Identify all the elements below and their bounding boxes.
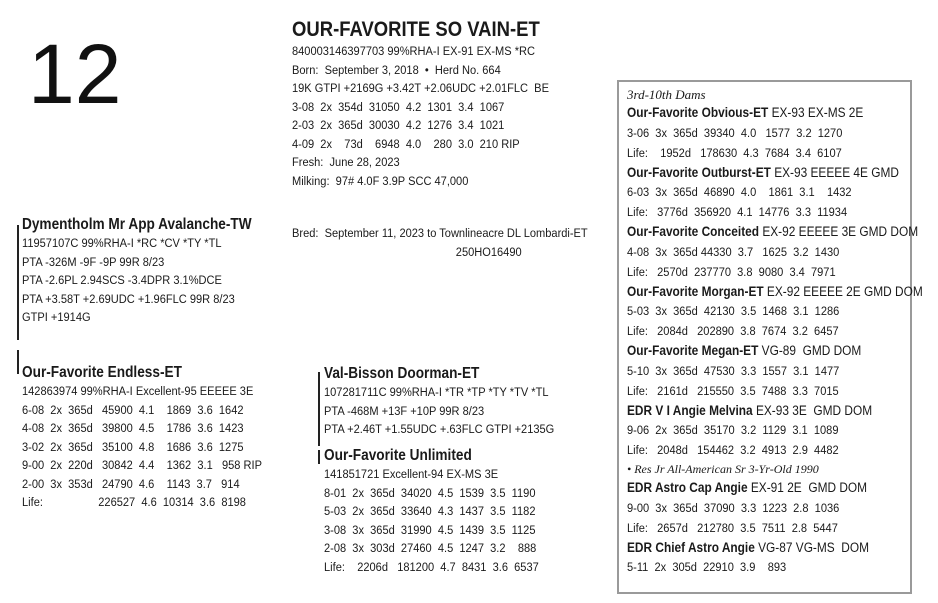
main-born: Born: September 3, 2018 • Herd No. 664 bbox=[292, 62, 501, 77]
maternal-grandsire-line: 107281711C 99%RHA-I *TR *TP *TY *TV *TL bbox=[324, 385, 549, 399]
sire-line: PTA +3.58T +2.69UDC +1.96FLC 99R 8/23 bbox=[22, 291, 235, 306]
dam-entry-class: EX-93 EX-MS 2E bbox=[768, 105, 864, 120]
dam-line: 9-00 2x 220d 30842 4.4 1362 3.1 958 RIP bbox=[22, 458, 262, 472]
dam-entry-record: 5-03 3x 365d 42130 3.5 1468 3.1 1286 bbox=[627, 304, 840, 318]
main-fresh: Fresh: June 28, 2023 bbox=[292, 155, 400, 169]
dam-entry-class: VG-87 VG-MS DOM bbox=[754, 539, 870, 555]
bred-line: Bred: September 11, 2023 to Townlineacre DL Lombardi-ET bbox=[292, 226, 588, 240]
dam-entry-class: EX-93 3E GMD DOM bbox=[752, 402, 873, 418]
dam-entry-record: 5-11 2x 305d 22910 3.9 893 bbox=[627, 560, 787, 574]
main-record: 2-03 2x 365d 30030 4.2 1276 3.4 1021 bbox=[292, 118, 505, 132]
granddam-line: Life: 2206d 181200 4.7 8431 3.6 6537 bbox=[324, 559, 539, 574]
granddam-line: 5-03 2x 365d 33640 4.3 1437 3.5 1182 bbox=[324, 504, 536, 518]
granddam-line: 3-08 3x 365d 31990 4.5 1439 3.5 1125 bbox=[324, 522, 536, 537]
maternal-grandsire-block bbox=[324, 364, 580, 439]
dam-entry-class: VG-89 GMD DOM bbox=[758, 343, 862, 358]
dam-entry-class: EX-92 EEEEE 3E GMD DOM bbox=[759, 224, 919, 239]
dam-entry-title: EDR Chief Astro Angie bbox=[627, 539, 755, 555]
dam-entry-award-note: • Res Jr All-American Sr 3-Yr-Old 1990 bbox=[627, 462, 819, 476]
dam-entry-name bbox=[627, 401, 876, 421]
dam-entry-record: 3-06 3x 365d 39340 4.0 1577 3.2 1270 bbox=[627, 125, 843, 140]
maternal-grandsire-line: PTA -468M +13F +10P 99R 8/23 bbox=[324, 403, 485, 418]
dam-name: Our-Favorite Endless-ET bbox=[22, 364, 182, 381]
dam-entry-title: Our-Favorite Obvious-ET bbox=[627, 105, 769, 120]
dam-entry-class: EX-93 EEEEE 4E GMD bbox=[770, 164, 899, 180]
dam-entry-name bbox=[627, 163, 899, 183]
lot-number: 12 bbox=[28, 27, 122, 121]
dam-bracket-line bbox=[17, 350, 19, 374]
main-genomics: 19K GTPI +2169G +3.42T +2.06UDC +2.01FLC BE bbox=[292, 81, 549, 95]
granddam-name: Our-Favorite Unlimited bbox=[324, 447, 472, 464]
dam-block bbox=[22, 363, 289, 512]
main-record: 4-09 2x 73d 6948 4.0 280 3.0 210 RIP bbox=[292, 136, 520, 151]
dam-entry-name bbox=[627, 341, 876, 361]
maternal-grandsire-name: Val-Bisson Doorman-ET bbox=[324, 365, 480, 382]
dam-entry-name bbox=[627, 222, 919, 242]
dam-entry-record: 4-08 3x 365d 44330 3.7 1625 3.2 1430 bbox=[627, 244, 840, 259]
dam-entry-record: 6-03 3x 365d 46890 4.0 1861 3.1 1432 bbox=[627, 185, 852, 199]
maternal-grandsire-line: PTA +2.46T +1.55UDC +.63FLC GTPI +2135G bbox=[324, 422, 555, 436]
sire-block bbox=[22, 215, 283, 327]
dam-entry-name bbox=[627, 538, 876, 558]
main-registration: 840003146397703 99%RHA-I EX-91 EX-MS *RC bbox=[292, 44, 536, 58]
dam-entry-life: Life: 2657d 212780 3.5 7511 2.8 5447 bbox=[627, 520, 838, 535]
dam-entry-name bbox=[627, 478, 876, 498]
dam-entry-title: EDR V I Angie Melvina bbox=[627, 402, 753, 418]
sire-line: GTPI +1914G bbox=[22, 310, 91, 324]
dam-entry-life: Life: 2084d 202890 3.8 7674 3.2 6457 bbox=[627, 324, 839, 338]
granddam-line: 2-08 3x 303d 27460 4.5 1247 3.2 888 bbox=[324, 541, 537, 555]
dam-entry-life: Life: 2161d 215550 3.5 7488 3.3 7015 bbox=[627, 383, 839, 398]
sire-bracket-line bbox=[17, 225, 19, 340]
dam-entry-record: 5-10 3x 365d 47530 3.3 1557 3.1 1477 bbox=[627, 363, 840, 378]
dam-line: Life: 226527 4.6 10314 3.6 8198 bbox=[22, 495, 246, 509]
dam-line: 3-02 2x 365d 35100 4.8 1686 3.6 1275 bbox=[22, 439, 244, 454]
dam-entry-life: Life: 2570d 237770 3.8 9080 3.4 7971 bbox=[627, 264, 836, 279]
dam-entry-life: Life: 3776d 356920 4.1 14776 3.3 11934 bbox=[627, 205, 848, 219]
main-milking: Milking: 97# 4.0F 3.9P SCC 47,000 bbox=[292, 173, 469, 188]
dam-line: 2-00 3x 353d 24790 4.6 1143 3.7 914 bbox=[22, 476, 240, 491]
dam-entry-class: EX-91 2E GMD DOM bbox=[747, 480, 868, 495]
dam-entry-title: EDR Astro Cap Angie bbox=[627, 480, 748, 495]
sire-line: 11957107C 99%RHA-I *RC *CV *TY *TL bbox=[22, 236, 222, 250]
main-record: 3-08 2x 354d 31050 4.2 1301 3.4 1067 bbox=[292, 99, 505, 114]
main-animal-block bbox=[292, 18, 578, 190]
dam-entry-record: 9-00 3x 365d 37090 3.3 1223 2.8 1036 bbox=[627, 500, 840, 515]
dam-entry-title: Our-Favorite Megan-ET bbox=[627, 343, 759, 358]
dam-line: 142863974 99%RHA-I Excellent-95 EEEEE 3E bbox=[22, 384, 254, 398]
dam-entry-record: 9-06 2x 365d 35170 3.2 1129 3.1 1089 bbox=[627, 423, 839, 437]
dams-box-title: 3rd-10th Dams bbox=[627, 87, 706, 102]
dam-entry-title: Our-Favorite Outburst-ET bbox=[627, 164, 771, 180]
dam-entry-title: Our-Favorite Morgan-ET bbox=[627, 283, 764, 299]
sire-line: PTA -2.6PL 2.94SCS -3.4DPR 3.1%DCE bbox=[22, 273, 222, 287]
granddam-block bbox=[324, 446, 563, 576]
dams-box bbox=[617, 80, 923, 594]
sire-line: PTA -326M -9F -9P 99R 8/23 bbox=[22, 254, 165, 269]
dam-entry-life: Life: 2048d 154462 3.2 4913 2.9 4482 bbox=[627, 443, 839, 457]
main-animal-name: OUR-FAVORITE SO VAIN-ET bbox=[292, 18, 540, 41]
granddam-line: 8-01 2x 365d 34020 4.5 1539 3.5 1190 bbox=[324, 485, 536, 500]
gdam-bracket-line bbox=[318, 450, 320, 464]
dam-entry-title: Our-Favorite Conceited bbox=[627, 224, 760, 239]
bred-sire-code: 250HO16490 bbox=[455, 244, 522, 259]
sire-name: Dymentholm Mr App Avalanche-TW bbox=[22, 216, 252, 233]
dam-entry-class: EX-92 EEEEE 2E GMD DOM bbox=[763, 283, 923, 299]
dam-line: 4-08 2x 365d 39800 4.5 1786 3.6 1423 bbox=[22, 421, 244, 435]
bred-info bbox=[292, 224, 621, 261]
dam-entry-name bbox=[627, 282, 923, 302]
dam-entry-name bbox=[627, 103, 876, 123]
mgs-bracket-line bbox=[318, 372, 320, 446]
granddam-line: 141851721 Excellent-94 EX-MS 3E bbox=[324, 467, 499, 481]
dam-entry-life: Life: 1952d 178630 4.3 7684 3.4 6107 bbox=[627, 145, 842, 160]
dam-line: 6-08 2x 365d 45900 4.1 1869 3.6 1642 bbox=[22, 402, 244, 417]
